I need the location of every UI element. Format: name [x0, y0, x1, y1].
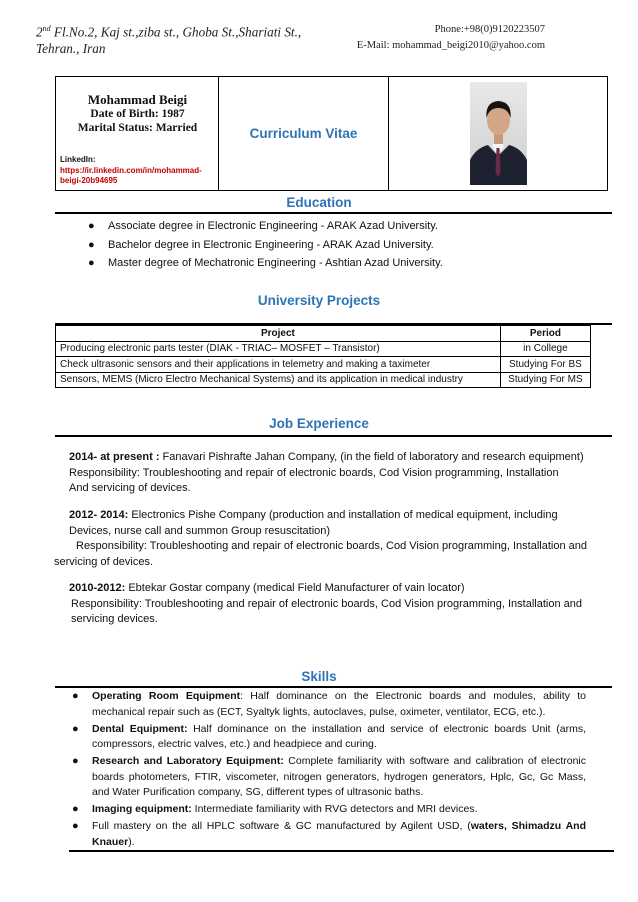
job-entry-3: 2010-2012: Ebtekar Gostar company (medical Field Manufacturer of vain locator) Responsibility: Troubleshooting and repair of electronic boards, Cod Vision programming, Installation and servicing devices. [69, 582, 582, 625]
photo-cell [389, 77, 607, 190]
bullet-icon: ● [72, 722, 79, 735]
cv-title-cell [219, 77, 389, 190]
date-of-birth: Date of Birth: 1987 [90, 108, 185, 120]
contact-block [355, 22, 545, 54]
experience-rule [55, 435, 612, 437]
bullet-icon: ● [72, 755, 79, 767]
col-period-header: Period [500, 326, 590, 342]
address-line-2: Tehran., Iran [36, 41, 106, 57]
list-item: ● Associate degree in Electronic Engineering - ARAK Azad University. [88, 220, 438, 232]
list-item: ● Master degree of Mechatronic Engineering - Ashtian Azad University. [88, 257, 443, 269]
skills-rule [55, 686, 612, 688]
col-project-header: Project [56, 326, 501, 342]
project-cell: Sensors, MEMS (Micro Electro Mechanical Systems) and its application in medical industry [56, 372, 501, 388]
period-cell: in College [500, 341, 590, 357]
table-row [56, 372, 591, 388]
address-block [36, 20, 301, 57]
education-list [88, 219, 443, 275]
bullet-icon: ● [72, 690, 79, 702]
marital-status: Marital Status: Married [77, 121, 198, 134]
table-header-row [56, 326, 591, 342]
experience-title: Job Experience [269, 416, 369, 431]
bullet-icon: ● [88, 220, 95, 232]
linkedin-link[interactable]: https://ir.linkedin.com/in/mohammad-beigi-20b94695 [60, 166, 202, 185]
education-rule [55, 212, 612, 214]
period-cell: Studying For BS [500, 357, 590, 373]
personal-details [56, 108, 219, 135]
skills-list [72, 689, 586, 852]
table-row [56, 357, 591, 373]
cv-title: Curriculum Vitae [249, 126, 358, 141]
phone: Phone:+98(0)9120223507 [434, 24, 545, 35]
list-item: ● Dental Equipment: Half dominance on the installation and service of electronic boards Unit (arms, compressors, electric valves, etc.) and headpiece and curing. [72, 722, 586, 750]
projects-table [55, 325, 591, 388]
project-cell: Check ultrasonic sensors and their applications in telemetry and making a taximeter [56, 357, 501, 373]
job-entry-2: 2012- 2014: Electronics Pishe Company (production and installation of medical equipment, including Devices, nurse call and summon Group resuscitation) Responsibility: Troubleshooting and repair of electronic boards, Cod Vision programming, Installation and servicing of devices. [54, 509, 587, 568]
job2-period: 2012- 2014: [69, 509, 129, 521]
projects-title: University Projects [257, 293, 381, 308]
job3-period: 2010-2012: [69, 582, 126, 594]
bullet-icon: ● [88, 257, 95, 269]
bullet-icon: ● [88, 238, 95, 251]
list-item: ● Research and Laboratory Equipment: Complete familiarity with software and calibration of electronic boards photometers, FTIR, viscometer, nitrogen generators, hydrogen generators, Hplc, Gc, Gc Mass, and Water Purification company, SG, different types of ultrasonic baths. [72, 755, 586, 798]
profile-box [55, 76, 608, 191]
job1-period: 2014- at present : [69, 451, 160, 463]
bullet-icon: ● [72, 820, 79, 832]
linkedin-label: LinkedIn: [60, 155, 96, 164]
period-cell: Studying For MS [500, 372, 590, 388]
address-line-1: 2nd Fl.No.2, Kaj st.,ziba st., Ghoba St.,Shariati St., [36, 24, 302, 40]
list-item: ● Imaging equipment: Intermediate familiarity with RVG detectors and MRI devices. [72, 802, 586, 818]
person-name: Mohammad Beigi [87, 92, 188, 107]
profile-photo [470, 82, 527, 185]
project-cell: Producing electronic parts tester (DIAK - TRIAC– MOSFET – Transistor) [56, 341, 501, 357]
footer-rule [69, 850, 614, 852]
table-row [56, 341, 591, 357]
skills-title: Skills [301, 669, 337, 684]
list-item: ● Full mastery on the all HPLC software & GC manufactured by Agilent USD, (waters, Shimadzu And Knauer). [72, 820, 586, 848]
bullet-icon: ● [72, 803, 79, 815]
personal-info-cell [56, 77, 219, 190]
education-title: Education [286, 195, 352, 210]
list-item: ● Operating Room Equipment: Half dominance on the Electronic boards and modules, ability to mechanical repair such as (ECT, Syaltyk lights, autoclaves, pulse, oximeter, ventilator, ECG, etc.). [72, 690, 586, 718]
job-entry-1: 2014- at present : Fanavari Pishrafte Jahan Company, (in the field of laboratory and research equipment) Responsibility: Troubleshooting and repair of electronic boards, Cod Vision programming, Installation And servicing of devices. [69, 451, 584, 494]
list-item: ● Bachelor degree in Electronic Engineering - ARAK Azad University. [88, 238, 434, 251]
email: E-Mail: mohammad_beigi2010@yahoo.com [356, 40, 545, 51]
